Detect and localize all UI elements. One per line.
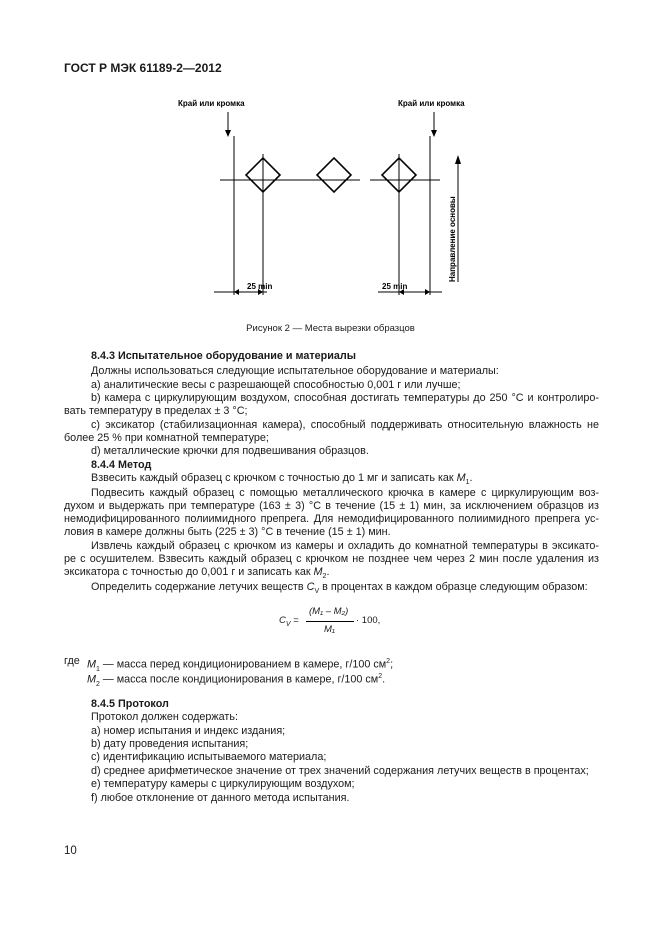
sample-cutting-figure — [170, 92, 470, 297]
dimension-left — [214, 282, 272, 295]
list-item: d) среднее арифметическое значение от трех значений содержания летучих веществ в процентах; — [91, 765, 589, 777]
dimension-right — [378, 282, 442, 295]
section-845-title: 8.4.5 Протокол — [91, 698, 169, 710]
list-item-cont: вать температуру в пределах ± 3 °С; — [64, 405, 248, 417]
where-prefix: где — [64, 655, 80, 667]
paragraph-line: немодифицированного полиимидного препрега. Для немодифицированного полиимидного препрега ус- — [64, 513, 599, 525]
where-m1: $M_1$ — масса перед кондиционированием в камере, г/100 $см^2$; — [87, 658, 394, 673]
formula-denominator: M₁ — [324, 624, 335, 635]
paragraph-line: эксикатора с точностью до 0,001 г и записать как $M_2$. — [64, 566, 330, 581]
list-item: d) металлические крючки для подвешивания образцов. — [91, 445, 369, 457]
paragraph-line: ловия в камере должны быть (225 ± 3) °С в течение (15 ± 1) мин. — [64, 526, 391, 538]
sample-diamond-2 — [317, 158, 351, 192]
section-843-intro: Должны использоваться следующие испытательное оборудование и материалы: — [91, 365, 499, 377]
document-header: ГОСТ Р МЭК 61189-2—2012 — [64, 61, 222, 75]
warp-direction-label: Направление основы — [448, 196, 457, 282]
paragraph-line: ре с осушителем. Взвесить каждый образец с крючком не позднее чем через 2 мин после удаления из — [64, 553, 599, 565]
edge-label-right: Край или кромка — [398, 99, 465, 108]
list-item: c) эксикатор (стабилизационная камера), способный поддерживать относительную влажность не — [91, 419, 599, 431]
paragraph-line: Подвесить каждый образец с помощью металлического крючка в камере с циркулирующим воз- — [91, 487, 599, 499]
list-item-cont: более 25 % при комнатной температуре; — [64, 432, 269, 444]
formula-numerator: (M₁ – M₂) — [309, 606, 349, 617]
list-item: a) аналитические весы с разрешающей способностью 0,001 г или лучше; — [91, 379, 461, 391]
dim-label-right: 25 min — [382, 282, 408, 291]
formula-lhs: $C_V$ = — [279, 615, 299, 628]
list-item: f) любое отклонение от данного метода испытания. — [91, 792, 350, 804]
where-m2: $M_2$ — масса после кондиционирования в камере, г/100 $см^2$. — [87, 673, 386, 688]
list-item: a) номер испытания и индекс издания; — [91, 725, 286, 737]
weigh-paragraph: Взвесить каждый образец с крючком с точностью до 1 мг и записать как $M_1$. — [91, 472, 473, 487]
determine-paragraph: Определить содержание летучих веществ $C_V$ в процентах в каждом образце следующим образом: — [91, 581, 588, 596]
figure-caption: Рисунок 2 — Места вырезки образцов — [246, 323, 415, 334]
dim-label-left: 25 min — [247, 282, 273, 291]
formula-tail: · 100, — [356, 615, 381, 626]
paragraph-line: Извлечь каждый образец с крючком из камеры и охладить до комнатной температуры в эксикато- — [91, 540, 599, 552]
list-item: c) идентификацию испытываемого материала; — [91, 751, 327, 763]
list-item: b) дату проведения испытания; — [91, 738, 249, 750]
list-item: e) температуру камеры с циркулирующим воздухом; — [91, 778, 355, 790]
sample-diamond-1 — [246, 154, 280, 202]
edge-arrow-right-icon — [431, 112, 437, 137]
paragraph-line: духом и выдержать при температуре (163 ± 3) °С в течение (15 ± 1) мин, за исключением образцов из — [64, 500, 599, 512]
sample-diamond-3 — [382, 154, 416, 202]
edge-arrow-left-icon — [225, 112, 231, 137]
page-number: 10 — [64, 845, 77, 857]
section-844-title: 8.4.4 Метод — [91, 459, 152, 471]
section-845-intro: Протокол должен содержать: — [91, 711, 238, 723]
fraction-bar — [306, 621, 354, 622]
edge-label-left: Край или кромка — [178, 99, 245, 108]
section-843-title: 8.4.3 Испытательное оборудование и материалы — [91, 350, 356, 362]
list-item: b) камера с циркулирующим воздухом, способная достигать температуры до 250 °С и контролиро- — [91, 392, 599, 404]
